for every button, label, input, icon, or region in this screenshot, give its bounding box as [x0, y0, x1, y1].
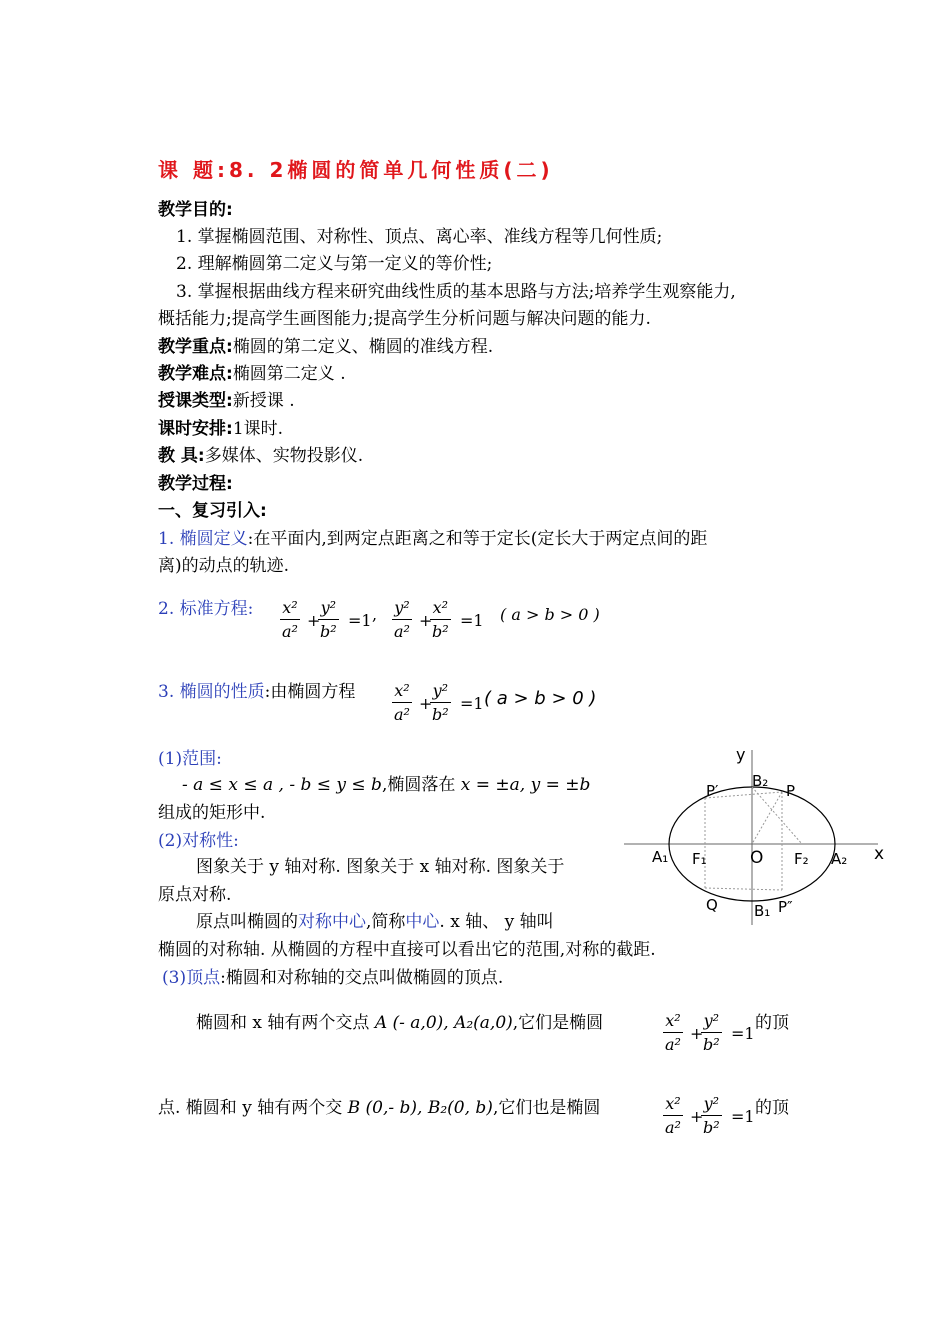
key-point-label: 教学重点:	[158, 337, 233, 357]
difficulty	[158, 362, 346, 386]
symmetry-line-2: 原点对称.	[158, 885, 232, 905]
definition-line-1	[158, 527, 707, 551]
label-p-prime: P′	[706, 782, 719, 800]
standard-label: 2. 标准方程:	[158, 599, 254, 619]
y-axis-label: y	[736, 745, 746, 764]
label-f1: F₁	[692, 850, 707, 868]
vertex-eq1-rhs: =1	[731, 1024, 755, 1043]
key-point	[158, 335, 493, 359]
std-eq2-rhs: =1	[460, 611, 484, 630]
range-text: ,椭圆落在	[381, 775, 456, 795]
objective-3a: 3. 掌握根据曲线方程来研究曲线性质的基本思路与方法;培养学生观察能力,	[176, 282, 736, 302]
guide-line	[752, 792, 782, 844]
process-label: 教学过程:	[158, 474, 233, 494]
std-condition: ( a > b > 0 )	[500, 605, 600, 624]
objectives-heading	[158, 198, 233, 222]
objective-2: 2. 理解椭圆第二定义与第一定义的等价性;	[176, 254, 493, 274]
label-b2: B₂	[752, 772, 769, 790]
tools-text: 多媒体、实物投影仪.	[204, 446, 364, 466]
prop-eq-frac2: $\frac{\text{y²}}{\text{b²}}$	[430, 680, 451, 727]
std-eq2-frac2: $\frac{\text{x²}}{\text{b²}}$	[430, 597, 451, 644]
label-a1: A₁	[652, 848, 669, 866]
symmetry-line-4: 椭圆的对称轴. 从椭圆的方程中直接可以看出它的范围,对称的截距.	[158, 940, 656, 960]
vertex-eq2-frac2: $\frac{\text{y²}}{\text{b²}}$	[701, 1093, 722, 1140]
range-label: (1)范围:	[158, 749, 222, 769]
title-prefix: 课 题:	[158, 158, 229, 182]
definition-text: :在平面内,到两定点距离之和等于定长(定长大于两定点间的距	[247, 529, 708, 549]
properties-label: 3. 椭圆的性质	[158, 682, 265, 702]
vertex-para-2: 点. 椭圆和 y 轴有两个交 B (0,- b), B₂(0, b),它们也是椭圆	[158, 1098, 601, 1118]
vertex-line	[162, 966, 503, 990]
plus-sign: +	[419, 611, 433, 630]
title-text: 8. 2椭圆的简单几何性质(二)	[228, 158, 554, 182]
properties-line	[158, 680, 355, 704]
ellipse-diagram	[620, 740, 900, 930]
tools-label: 教 具:	[158, 446, 205, 466]
range-line	[182, 773, 590, 797]
range-inequality: - a ≤ x ≤ a , - b ≤ y ≤ b	[182, 775, 382, 795]
schedule-text: 1课时.	[232, 419, 284, 439]
review	[158, 499, 267, 523]
std-eq1-frac1: $\frac{\text{x²}}{\text{a²}}$	[280, 597, 300, 644]
page-title	[158, 158, 554, 182]
vertex-para-1-end: 的顶	[755, 1013, 789, 1033]
std-eq-sep: ,	[372, 605, 378, 624]
label-a2: A₂	[831, 850, 848, 868]
label-p-dprime: P″	[778, 898, 793, 916]
definition-line-2: 离)的动点的轨迹.	[158, 556, 290, 576]
vertex-eq1-frac1: $\frac{\text{x²}}{\text{a²}}$	[663, 1010, 683, 1057]
schedule	[158, 417, 283, 441]
definition-label: 1. 椭圆定义	[158, 529, 248, 549]
vertex-eq2-frac1: $\frac{\text{x²}}{\text{a²}}$	[663, 1093, 683, 1140]
vertex-para-2-end: 的顶	[755, 1098, 789, 1118]
tools	[158, 444, 363, 468]
vertex-eq1-frac2: $\frac{\text{y²}}{\text{b²}}$	[701, 1010, 722, 1057]
symmetry-line-3: 原点叫椭圆的对称中心,简称中心. x 轴、 y 轴叫	[196, 912, 554, 932]
prop-eq-rhs: =1	[460, 694, 484, 713]
review-label: 一、复习引入:	[158, 501, 267, 521]
x-axis-label: x	[874, 844, 885, 864]
process	[158, 472, 233, 496]
label-p: P	[786, 782, 796, 800]
std-eq2-frac1: $\frac{\text{y²}}{\text{a²}}$	[392, 597, 412, 644]
vertex-eq2-rhs: =1	[731, 1107, 755, 1126]
vertex-b-points: B (0,- b), B₂(0, b)	[347, 1098, 493, 1118]
symmetry-label: (2)对称性:	[158, 831, 239, 851]
key-point-text: 椭圆的第二定义、椭圆的准线方程.	[232, 337, 494, 357]
symmetry-line-1: 图象关于 y 轴对称. 图象关于 x 轴对称. 图象关于	[196, 857, 565, 877]
vertex-a-points: A (- a,0), A₂(a,0)	[374, 1013, 513, 1033]
lesson-type	[158, 389, 295, 413]
lesson-type-label: 授课类型:	[158, 391, 233, 411]
prop-eq-frac1: $\frac{\text{x²}}{\text{a²}}$	[392, 680, 412, 727]
range-line-2: 组成的矩形中.	[158, 803, 266, 823]
symmetry-center-term: 对称中心	[298, 912, 366, 932]
objectives-label: 教学目的:	[158, 200, 233, 220]
label-b1: B₁	[754, 902, 771, 920]
difficulty-text: 椭圆第二定义 .	[232, 364, 346, 384]
center-term: 中心	[405, 912, 440, 932]
guide-line	[705, 888, 782, 890]
properties-text: :由椭圆方程	[264, 682, 356, 702]
prop-condition: ( a > b > 0 )	[484, 688, 597, 709]
label-q: Q	[706, 896, 718, 914]
objective-3b: 概括能力;提高学生画图能力;提高学生分析问题与解决问题的能力.	[158, 309, 651, 329]
plus-sign: +	[419, 694, 433, 713]
std-eq1-frac2: $\frac{\text{y²}}{\text{b²}}$	[318, 597, 339, 644]
label-f2: F₂	[794, 850, 809, 868]
range-bounds: x = ±a, y = ±b	[460, 775, 591, 795]
plus-sign: +	[690, 1107, 704, 1126]
plus-sign: +	[690, 1024, 704, 1043]
std-eq1-rhs: =1	[348, 611, 372, 630]
plus-sign: +	[307, 611, 321, 630]
objective-1: 1. 掌握椭圆范围、对称性、顶点、离心率、准线方程等几何性质;	[176, 227, 663, 247]
lesson-type-text: 新授课 .	[232, 391, 295, 411]
vertex-para-1: 椭圆和 x 轴有两个交点 A (- a,0), A₂(a,0),它们是椭圆	[196, 1013, 604, 1033]
vertex-text: :椭圆和对称轴的交点叫做椭圆的顶点.	[220, 968, 504, 988]
difficulty-label: 教学难点:	[158, 364, 233, 384]
schedule-label: 课时安排:	[158, 419, 233, 439]
origin-label: O	[750, 848, 764, 868]
vertex-label: (3)顶点	[162, 968, 221, 988]
